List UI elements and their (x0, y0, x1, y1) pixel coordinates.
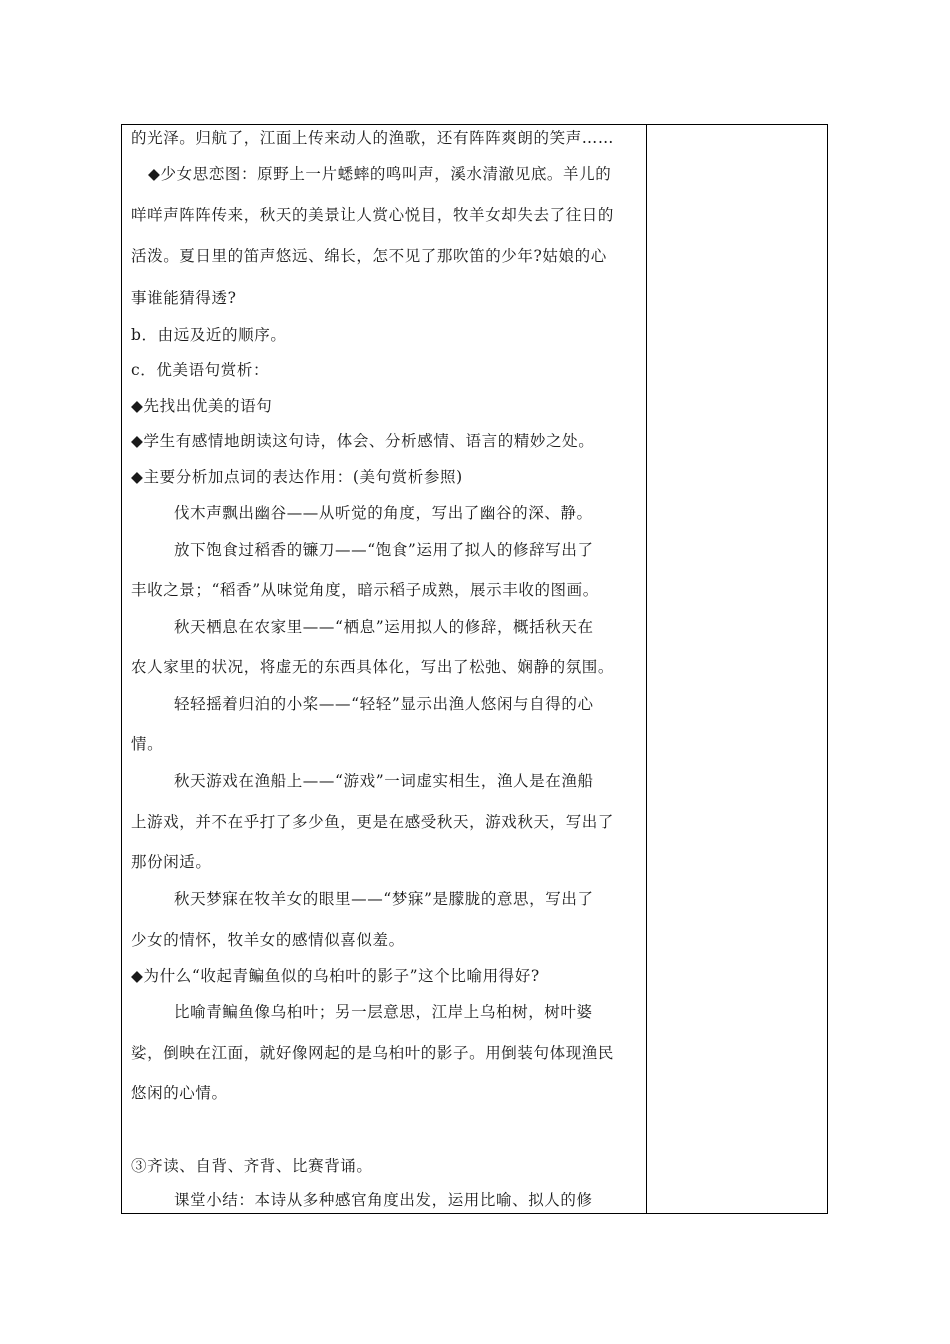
text-line: 比喻青鳊鱼像乌桕叶；另一层意思，江岸上乌桕树，树叶婆 (174, 1003, 593, 1021)
text-line: 农人家里的状况，将虚无的东西具体化，写出了松弛、娴静的氛围。 (131, 658, 615, 676)
text-line: 放下饱食过稻香的镰刀——“饱食”运用了拟人的修辞写出了 (174, 541, 594, 559)
text-line: 娑，倒映在江面，就好像网起的是乌桕叶的影子。用倒装句体现渔民 (131, 1044, 615, 1062)
notes-column (647, 125, 827, 1213)
text-line: 上游戏，并不在乎打了多少鱼，更是在感受秋天，游戏秋天，写出了 (131, 813, 615, 831)
text-line: 课堂小结：本诗从多种感官角度出发，运用比喻、拟人的修 (174, 1191, 593, 1209)
text-line: 咩咩声阵阵传来，秋天的美景让人赏心悦目，牧羊女却失去了往日的 (131, 206, 615, 224)
text-line: 的光泽。归航了，江面上传来动人的渔歌，还有阵阵爽朗的笑声…… (131, 129, 615, 147)
text-line: ◆主要分析加点词的表达作用：(美句赏析参照) (131, 468, 463, 486)
text-line: 丰收之景；“稻香”从味觉角度，暗示稻子成熟，展示丰收的图画。 (131, 581, 599, 599)
text-line: 悠闲的心情。 (131, 1084, 228, 1102)
text-line: ◆少女思恋图：原野上一片蟋蟀的鸣叫声，溪水清澈见底。羊儿的 (148, 165, 612, 183)
text-line: 伐木声飘出幽谷——从听觉的角度，写出了幽谷的深、静。 (174, 504, 593, 522)
content-column (122, 125, 647, 1213)
text-line: ◆为什么“收起青鳊鱼似的乌桕叶的影子”这个比喻用得好? (131, 967, 540, 985)
text-line: c．优美语句赏析： (131, 361, 270, 379)
text-line: 轻轻摇着归泊的小桨——“轻轻”显示出渔人悠闲与自得的心 (174, 695, 594, 713)
text-line: ③齐读、自背、齐背、比赛背诵。 (131, 1157, 373, 1175)
text-line: 秋天栖息在农家里——“栖息”运用拟人的修辞，概括秋天在 (174, 618, 594, 636)
text-line: ◆先找出优美的语句 (131, 397, 273, 415)
text-line: 活泼。夏日里的笛声悠远、绵长，怎不见了那吹笛的少年?姑娘的心 (131, 247, 607, 265)
text-line: 秋天梦寐在牧羊女的眼里——“梦寐”是朦胧的意思，写出了 (174, 890, 594, 908)
text-line: 事谁能猜得透? (131, 289, 237, 307)
text-line: 少女的情怀，牧羊女的感情似喜似羞。 (131, 931, 405, 949)
text-line: b．由远及近的顺序。 (131, 326, 287, 344)
text-line: 秋天游戏在渔船上——“游戏”一词虚实相生，渔人是在渔船 (174, 772, 594, 790)
text-line: ◆学生有感情地朗读这句诗，体会、分析感情、语言的精妙之处。 (131, 432, 595, 450)
text-line: 情。 (131, 735, 164, 753)
text-line: 那份闲适。 (131, 853, 212, 871)
lesson-table (121, 124, 828, 1214)
